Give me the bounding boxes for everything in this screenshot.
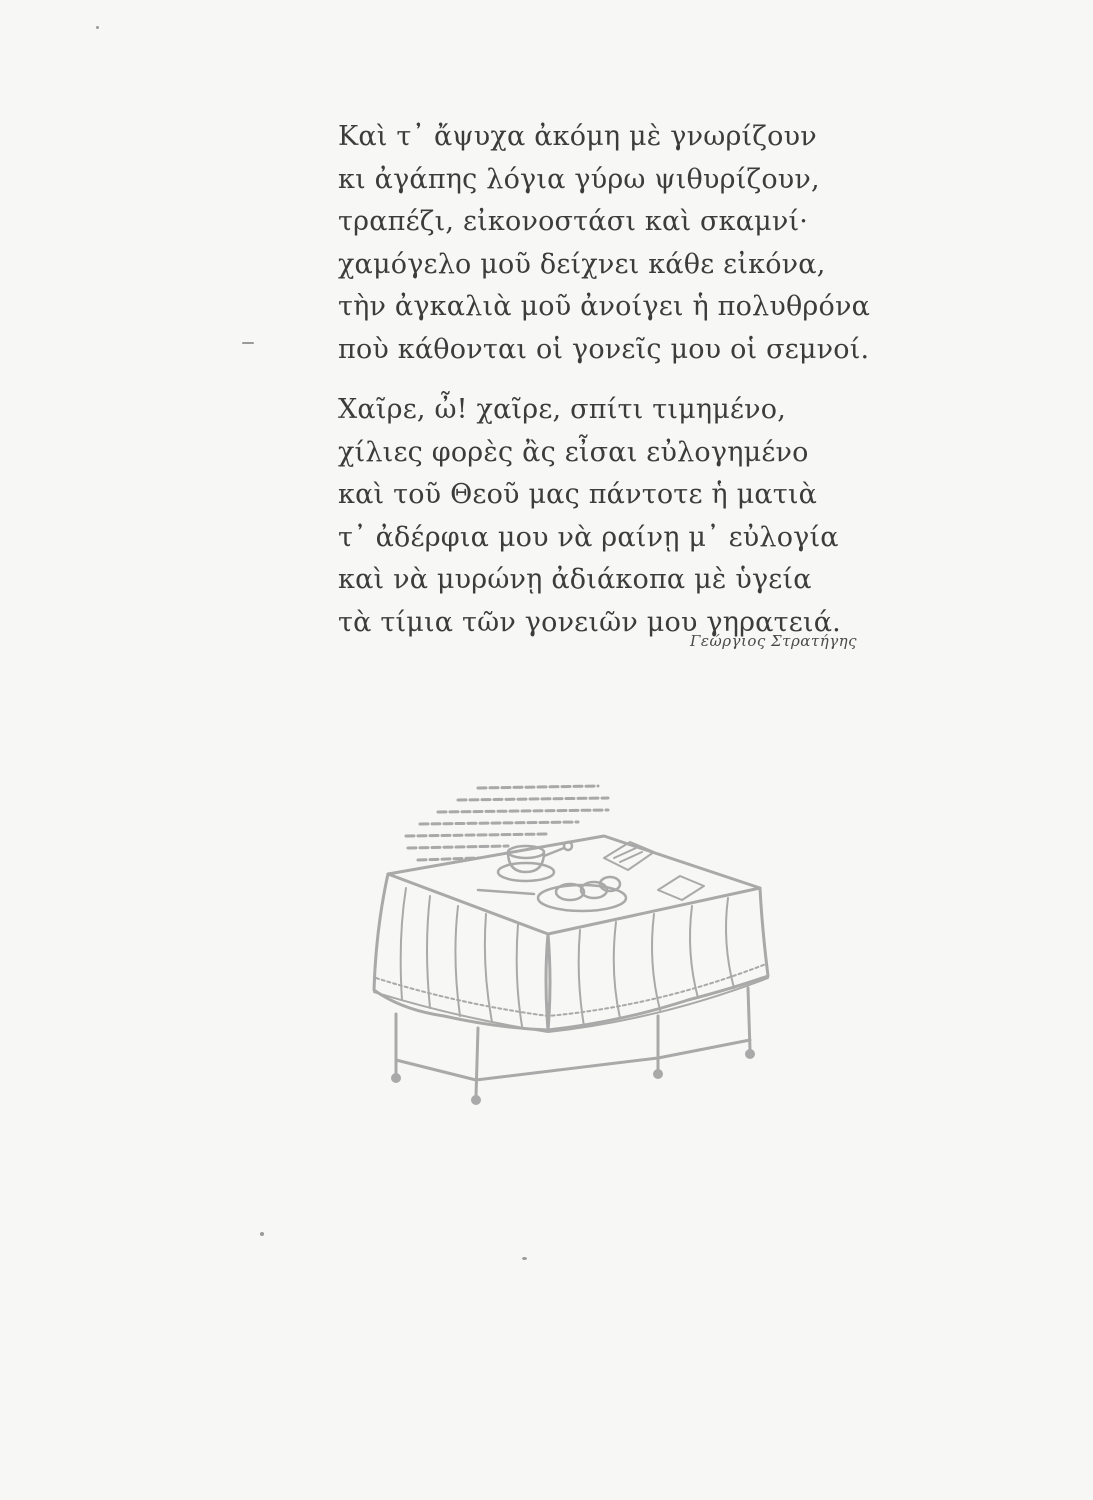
- poem-line: καὶ νὰ μυρώνῃ ἀδιάκοπα μὲ ὑγεία: [338, 564, 812, 595]
- scan-speck: [96, 26, 99, 29]
- scan-speck: [242, 342, 254, 344]
- poem: [338, 116, 898, 644]
- poem-line: Χαῖρε, ὦ! χαῖρε, σπίτι τιμημένο,: [338, 394, 787, 425]
- poem-line: ποὺ κάθονται οἱ γονεῖς μου οἱ σεμνοί.: [338, 333, 870, 365]
- table-with-tablecloth-illustration: [358, 778, 838, 1108]
- poem-line: τραπέζι, εἰκονοστάσι καὶ σκαμνί·: [338, 206, 809, 237]
- scan-speck: [260, 1232, 264, 1236]
- poem-line: τὴν ἀγκαλιὰ μοῦ ἀνοίγει ἡ πολυθρόνα: [338, 291, 870, 322]
- poem-line: Καὶ τ᾿ ἄψυχα ἀκόμη μὲ γνωρίζουν: [338, 121, 817, 152]
- poem-line: χαμόγελο μοῦ δείχνει κάθε εἰκόνα,: [338, 248, 826, 280]
- stanza-1: [338, 116, 898, 371]
- poem-line: χίλιες φορὲς ἂς εἶσαι εὐλογημένο: [338, 436, 809, 468]
- scan-speck: [522, 1257, 527, 1260]
- poem-line: τὰ τίμια τῶν γονειῶν μου γηρατειά.: [338, 606, 841, 638]
- poem-line: καὶ τοῦ Θεοῦ μας πάντοτε ἡ ματιὰ: [338, 479, 818, 510]
- stanza-2: [338, 389, 898, 644]
- poem-line: τ᾿ ἀδέρφια μου νὰ ραίνῃ μ᾿ εὐλογία: [338, 521, 839, 553]
- poem-line: κι ἀγάπης λόγια γύρω ψιθυρίζουν,: [338, 163, 820, 195]
- author-signature: Γεώργιος Στρατήγης: [690, 632, 858, 650]
